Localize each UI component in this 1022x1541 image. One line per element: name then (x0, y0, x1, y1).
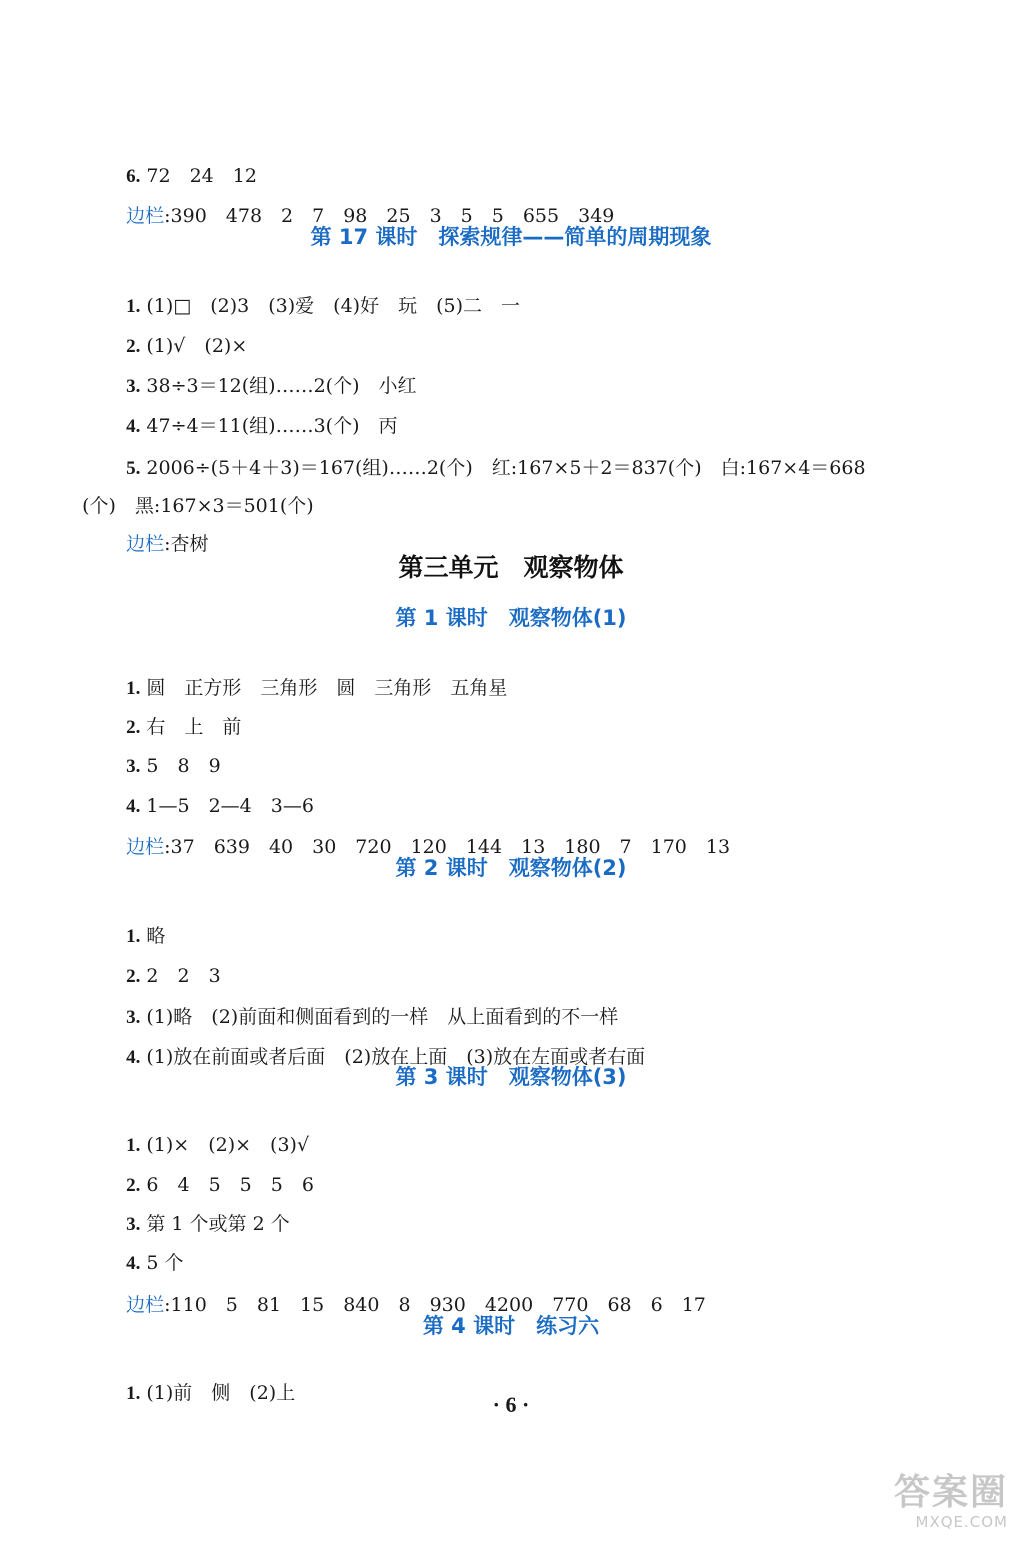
question-number: 1. (126, 678, 141, 699)
question-number: 6. (126, 166, 141, 187)
answer-text: 5 个 (146, 1252, 184, 1274)
question-number: 4. (126, 416, 141, 437)
margin-label: 边栏 (126, 533, 165, 555)
question-number: 1. (126, 1383, 141, 1404)
lesson-title: 第 3 课时 观察物体(3) (395, 1065, 627, 1089)
answer-text: 72 24 12 (146, 165, 257, 187)
question-number: 1. (126, 1135, 141, 1156)
margin-label: 边栏 (126, 836, 165, 858)
lesson-title: 第 1 课时 观察物体(1) (395, 606, 627, 630)
lesson-title: 第 17 课时 探索规律——简单的周期现象 (310, 225, 712, 249)
answer-text: 2 2 3 (146, 965, 221, 987)
question-number: 2. (126, 336, 141, 357)
answer-text: 圆 正方形 三角形 圆 三角形 五角星 (146, 677, 508, 699)
answer-text: (1)√ (2)× (146, 335, 248, 357)
answer-text: (个) 黑:167×3＝501(个) (82, 495, 314, 517)
answer-text: 47÷4＝11(组)……3(个) 丙 (146, 415, 398, 437)
margin-label: 边栏 (126, 205, 165, 227)
margin-label: 边栏 (126, 1294, 165, 1316)
question-number: 2. (126, 1175, 141, 1196)
margin-answer-line (114, 811, 730, 859)
question-number: 3. (126, 1007, 141, 1028)
lesson-title: 第 2 课时 观察物体(2) (395, 856, 627, 880)
lesson-title: 第 4 课时 练习六 (422, 1314, 600, 1338)
answer-text: 6 4 5 5 5 6 (146, 1174, 314, 1196)
question-number: 4. (126, 1047, 141, 1068)
watermark-url: MXQE.COM (915, 1513, 1008, 1531)
question-number: 2. (126, 966, 141, 987)
margin-answer-text: :390 478 2 7 98 25 3 5 5 655 349 (164, 205, 615, 227)
question-number: 2. (126, 717, 141, 738)
answer-text: (1)前 侧 (2)上 (146, 1382, 296, 1404)
answer-text: 右 上 前 (146, 716, 242, 738)
margin-answer-line (114, 1269, 706, 1317)
question-number: 4. (126, 1253, 141, 1274)
watermark-logo-text: 答案圈 (893, 1472, 1008, 1513)
answer-text: (1)放在前面或者后面 (2)放在上面 (3)放在左面或者右面 (146, 1046, 646, 1068)
margin-answer-line (114, 180, 614, 228)
answer-text: 5 8 9 (146, 755, 221, 777)
margin-answer-text: :110 5 81 15 840 8 930 4200 770 68 6 17 (164, 1294, 706, 1316)
question-number: 1. (126, 296, 141, 317)
answer-text: (1)□ (2)3 (3)爱 (4)好 玩 (5)二 一 (146, 295, 520, 317)
unit-title: 第三单元 观察物体 (398, 553, 624, 582)
question-number: 3. (126, 1214, 141, 1235)
answer-text: (1)略 (2)前面和侧面看到的一样 从上面看到的不一样 (146, 1006, 619, 1028)
answer-text: 38÷3＝12(组)……2(个) 小红 (146, 375, 417, 397)
answer-text: 2006÷(5＋4＋3)＝167(组)……2(个) 红:167×5＋2＝837(个) 白:167×4＝668 (146, 457, 866, 479)
watermark-logo (894, 1473, 1008, 1531)
answer-text: 略 (146, 925, 166, 947)
answer-text: 1—5 2—4 3—6 (146, 795, 314, 817)
page-number: · 6 · (492, 1392, 530, 1417)
question-number: 3. (126, 376, 141, 397)
margin-answer-line (114, 508, 209, 556)
question-number: 4. (126, 796, 141, 817)
question-number: 3. (126, 756, 141, 777)
answer-text: (1)× (2)× (3)√ (146, 1134, 310, 1156)
answer-text: 第 1 个或第 2 个 (146, 1213, 290, 1235)
margin-answer-text: :杏树 (164, 533, 209, 555)
question-number: 1. (126, 926, 141, 947)
margin-answer-text: :37 639 40 30 720 120 144 13 180 7 170 13 (164, 836, 731, 858)
question-number: 5. (126, 458, 141, 479)
